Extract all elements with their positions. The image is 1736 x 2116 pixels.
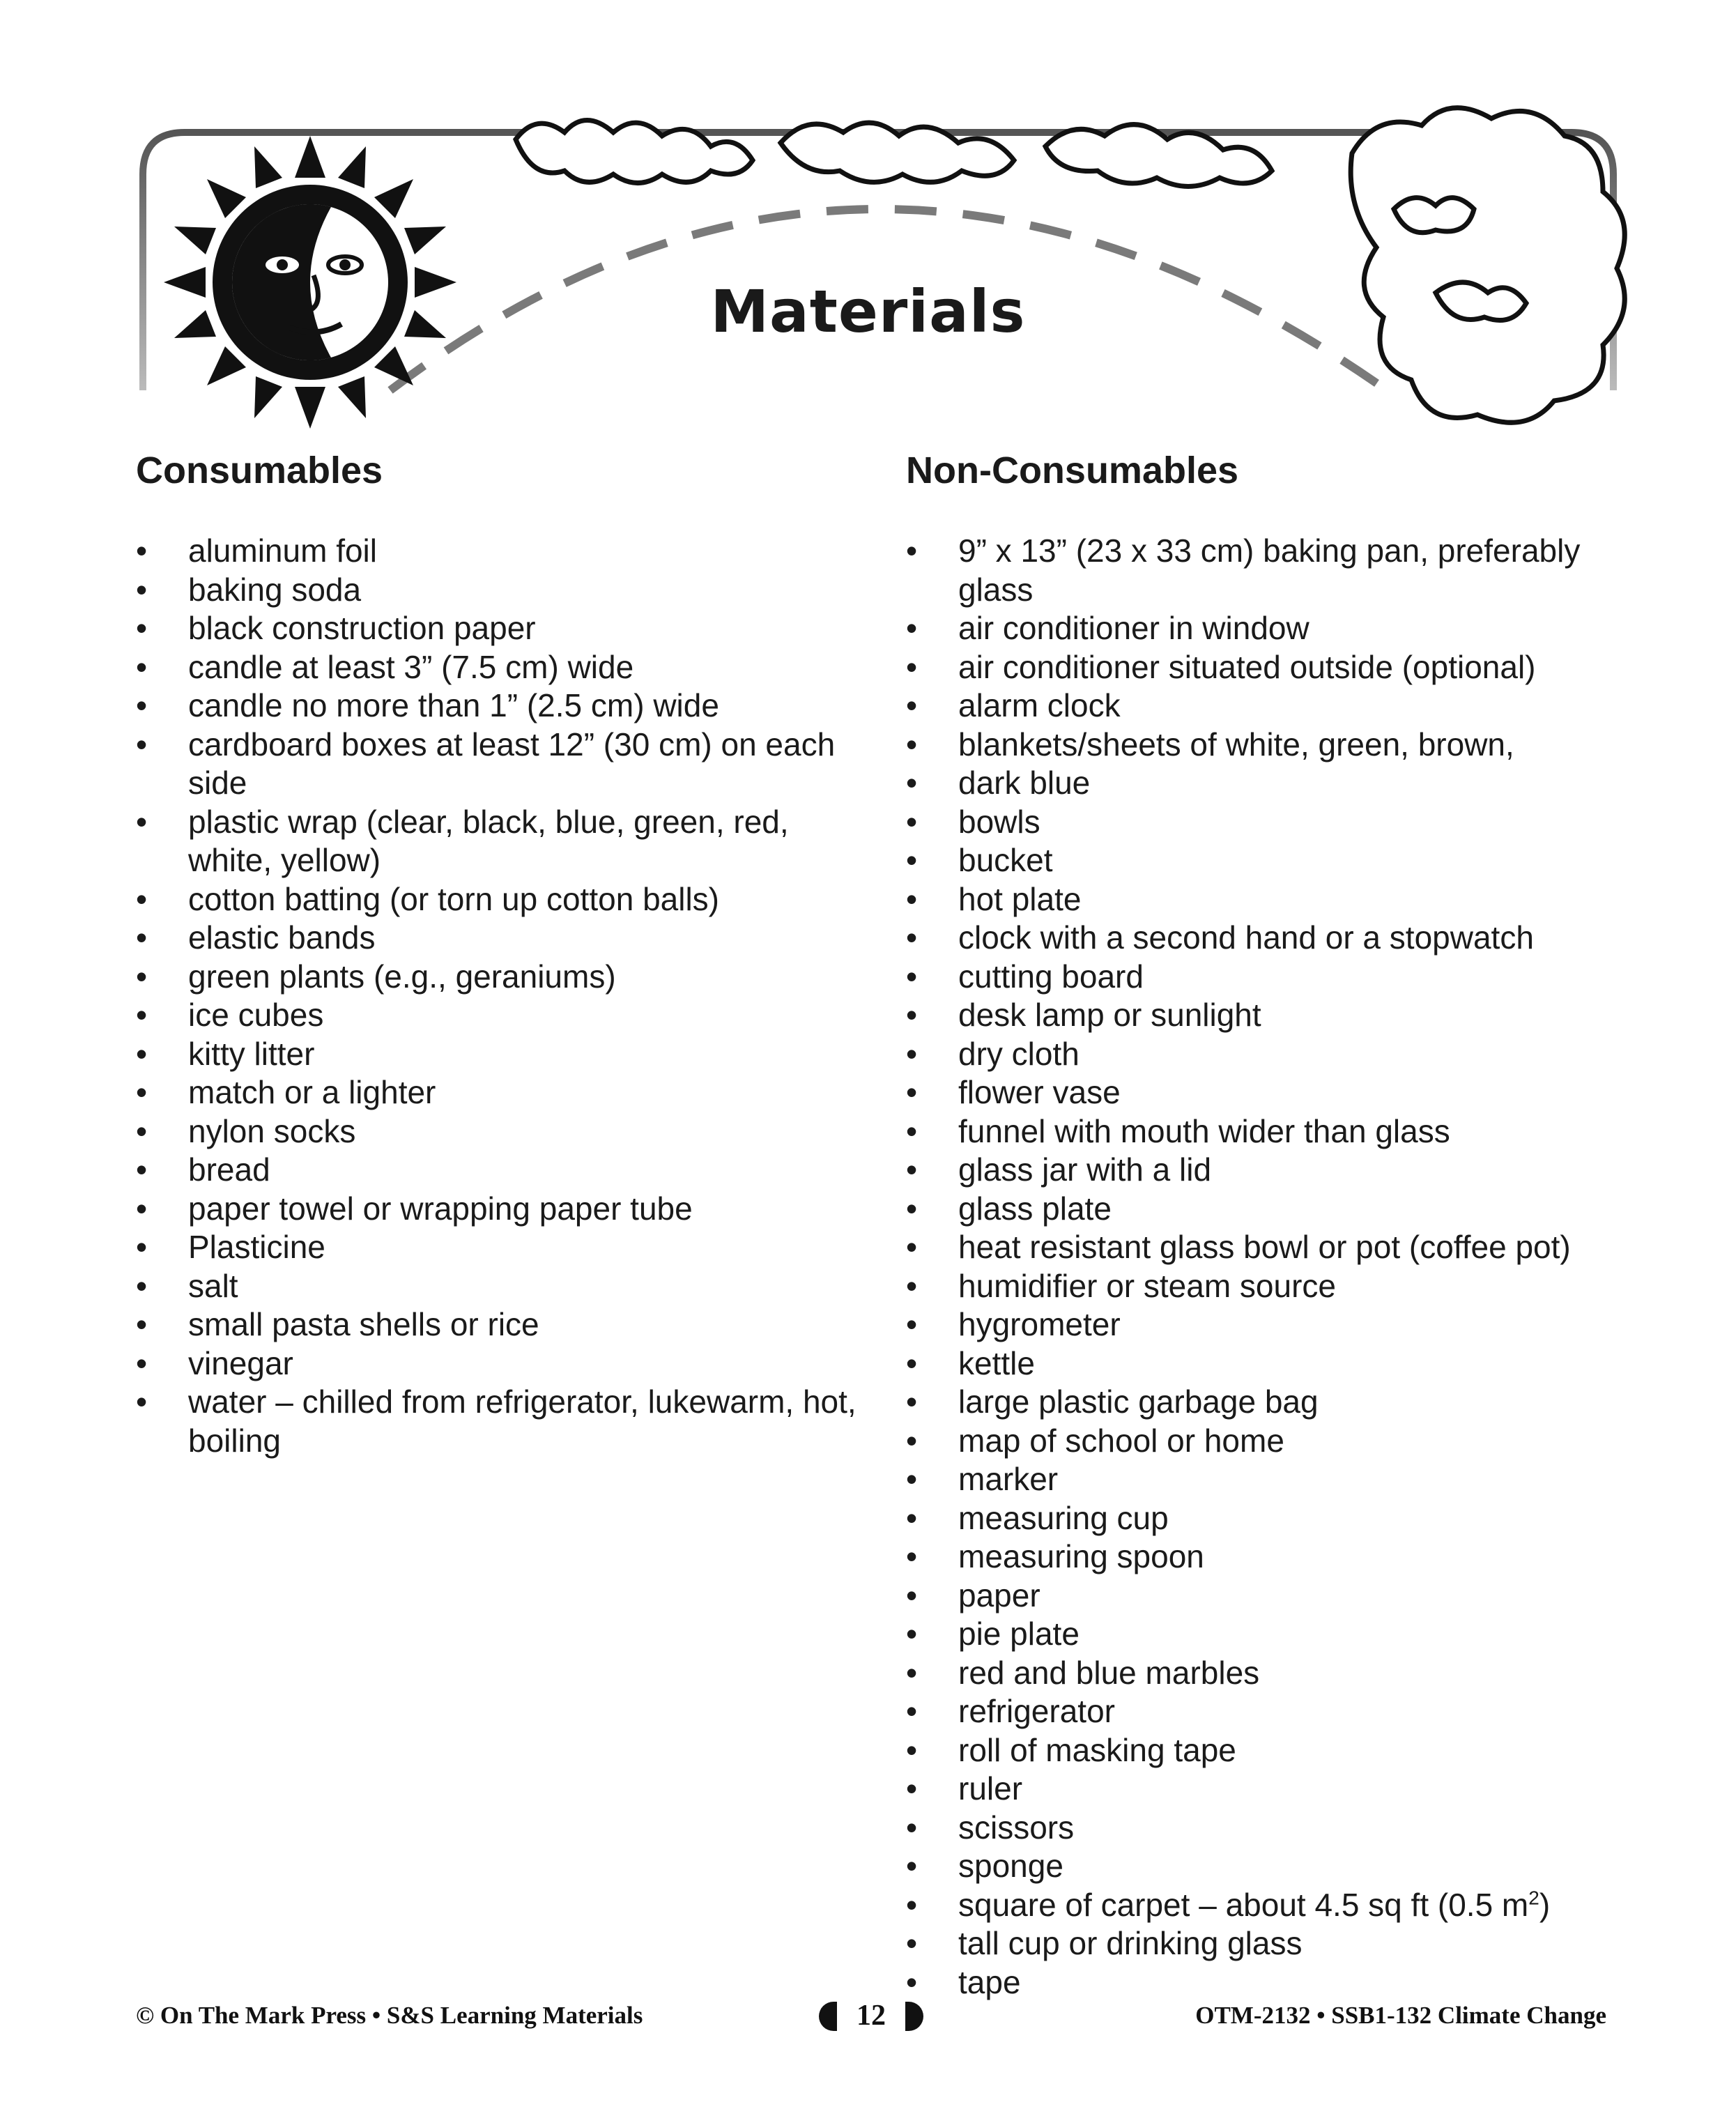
list-item: [906, 1035, 1652, 1074]
bullet: •: [906, 1151, 918, 1188]
list-item-text: heat resistant glass bowl or pot (coffee pot): [958, 1229, 1571, 1265]
list-item: [136, 1305, 861, 1344]
clouds-icon: [516, 108, 1624, 423]
bullet: •: [906, 1886, 918, 1923]
bullet: •: [136, 1190, 148, 1227]
list-item-text: scissors: [958, 1809, 1075, 1846]
list-item-text: glass jar with a lid: [958, 1151, 1212, 1188]
consumables-list: [136, 532, 861, 1460]
bullet: •: [906, 1770, 918, 1807]
list-item: [906, 1731, 1652, 1770]
list-item: [906, 958, 1652, 997]
list-item-text: flower vase: [958, 1074, 1121, 1110]
list-item: [906, 1460, 1652, 1499]
list-item-text: large plastic garbage bag: [958, 1383, 1319, 1420]
bullet: •: [906, 1848, 918, 1884]
superscript: 2: [1528, 1887, 1539, 1909]
bullet: •: [906, 1963, 918, 2000]
list-item-text: refrigerator: [958, 1693, 1115, 1729]
list-item: [136, 1344, 861, 1383]
list-item: [906, 1267, 1652, 1306]
list-item: [136, 1035, 861, 1074]
list-item: [136, 1073, 861, 1112]
list-item: [906, 841, 1652, 880]
list-item-text: black construction paper: [188, 610, 536, 646]
list-item-text: bowls: [958, 803, 1040, 840]
list-item-text: humidifier or steam source: [958, 1267, 1336, 1304]
list-item: [906, 1190, 1652, 1229]
list-item-text: bread: [188, 1151, 270, 1188]
bullet: •: [906, 1461, 918, 1497]
bullet: •: [136, 1229, 148, 1265]
list-item-text: kitty litter: [188, 1035, 315, 1072]
page-number-text: 12: [857, 2000, 886, 2032]
list-item: [136, 609, 861, 648]
non-consumables-heading: Non-Consumables: [906, 450, 1239, 491]
list-item-text: cutting board: [958, 958, 1144, 995]
list-item-text: dark blue: [958, 765, 1091, 801]
bullet: •: [906, 532, 918, 569]
bullet: •: [906, 1499, 918, 1536]
bullet: •: [136, 997, 148, 1033]
consumables-heading: Consumables: [136, 450, 383, 491]
list-item-text: 9” x 13” (23 x 33 cm) baking pan, preferably glass: [958, 532, 1581, 608]
bullet: •: [136, 648, 148, 685]
list-item-text: map of school or home: [958, 1422, 1284, 1459]
list-item: [906, 880, 1652, 919]
bullet: •: [906, 1112, 918, 1149]
list-item: [136, 571, 861, 610]
list-item-text: kettle: [958, 1344, 1035, 1381]
bullet: •: [906, 958, 918, 995]
bullet: •: [906, 1693, 918, 1729]
bullet: •: [136, 1151, 148, 1188]
list-item-text: small pasta shells or rice: [188, 1306, 539, 1342]
list-item-text: baking soda: [188, 571, 362, 608]
list-item-text: tape: [958, 1963, 1021, 2000]
list-item: [906, 1692, 1652, 1731]
bullet: •: [136, 726, 148, 762]
bullet: •: [136, 1112, 148, 1149]
bullet: •: [906, 1383, 918, 1420]
list-item: [906, 1577, 1652, 1616]
bullet: •: [906, 1306, 918, 1342]
footer-book-code: OTM-2132 • SSB1-132 Climate Change: [1195, 2002, 1606, 2029]
list-item: [136, 996, 861, 1035]
list-item-text: cotton batting (or torn up cotton balls): [188, 880, 719, 917]
list-item: [906, 726, 1652, 765]
list-item: [136, 919, 861, 958]
list-item: [906, 1770, 1652, 1809]
list-item: [906, 1228, 1652, 1267]
bullet: •: [136, 1267, 148, 1304]
bullet: •: [136, 919, 148, 956]
page-number-left-cap: [819, 2002, 837, 2031]
list-item: [136, 532, 861, 571]
bullet: •: [136, 532, 148, 569]
list-item: [906, 648, 1652, 687]
list-item-text: ice cubes: [188, 997, 324, 1033]
bullet: •: [906, 1616, 918, 1652]
non-consumables-section: [906, 443, 1652, 2002]
list-item-text: candle at least 3” (7.5 cm) wide: [188, 648, 634, 685]
list-item: [906, 803, 1652, 842]
bullet: •: [136, 1306, 148, 1342]
list-item-text: ruler: [958, 1770, 1023, 1807]
list-item: [906, 1151, 1652, 1190]
list-item-text: match or a lighter: [188, 1074, 436, 1110]
list-item-tail: ): [1539, 1886, 1551, 1923]
bullet: •: [906, 610, 918, 646]
list-item: [906, 1073, 1652, 1112]
list-item: [906, 1422, 1652, 1461]
list-item-text: desk lamp or sunlight: [958, 997, 1261, 1033]
list-item: [906, 1886, 1652, 1925]
list-item: [906, 996, 1652, 1035]
list-item: [906, 919, 1652, 958]
list-item: [906, 609, 1652, 648]
bullet: •: [906, 1344, 918, 1381]
list-item-text: paper: [958, 1577, 1040, 1613]
list-item-text: dry cloth: [958, 1035, 1080, 1072]
list-item-text: glass plate: [958, 1190, 1112, 1227]
bullet: •: [906, 648, 918, 685]
list-item-text: plastic wrap (clear, black, blue, green, red, white, yellow): [188, 803, 789, 878]
page-footer: [0, 1996, 1736, 2038]
list-item: [906, 532, 1652, 609]
bullet: •: [906, 1538, 918, 1574]
list-item-text: tall cup or drinking glass: [958, 1925, 1303, 1961]
bullet: •: [906, 1074, 918, 1110]
consumables-section: [136, 443, 861, 1460]
list-item: [906, 1383, 1652, 1422]
list-item-text: paper towel or wrapping paper tube: [188, 1190, 693, 1227]
list-item: [136, 687, 861, 726]
bullet: •: [906, 1422, 918, 1459]
bullet: •: [906, 1731, 918, 1768]
list-item-text: clock with a second hand or a stopwatch: [958, 919, 1534, 956]
page-title: Materials: [710, 277, 1026, 346]
list-item: [136, 1151, 861, 1190]
list-item-text: green plants (e.g., geraniums): [188, 958, 616, 995]
bullet: •: [136, 958, 148, 995]
bullet: •: [136, 571, 148, 608]
list-item: [906, 1615, 1652, 1654]
bullet: •: [906, 803, 918, 840]
bullet: •: [906, 1809, 918, 1846]
bullet: •: [136, 1074, 148, 1110]
bullet: •: [906, 997, 918, 1033]
bullet: •: [906, 765, 918, 801]
bullet: •: [136, 1344, 148, 1381]
list-item-text: salt: [188, 1267, 238, 1304]
list-item: [906, 1112, 1652, 1151]
list-item: [136, 726, 861, 803]
bullet: •: [906, 1035, 918, 1072]
list-item: [136, 803, 861, 880]
bullet: •: [906, 1577, 918, 1613]
list-item-text: water – chilled from refrigerator, lukewarm, hot, boiling: [188, 1383, 857, 1459]
list-item: [136, 958, 861, 997]
list-item-text: candle no more than 1” (2.5 cm) wide: [188, 687, 719, 723]
list-item-text: pie plate: [958, 1616, 1080, 1652]
list-item-text: hot plate: [958, 880, 1082, 917]
bullet: •: [136, 803, 148, 840]
list-item-text: air conditioner in window: [958, 610, 1309, 646]
bullet: •: [906, 1190, 918, 1227]
header-illustration: [0, 0, 1736, 432]
list-item: [906, 1344, 1652, 1383]
list-item-text: red and blue marbles: [958, 1654, 1260, 1691]
list-item: [136, 1112, 861, 1151]
list-item: [906, 1499, 1652, 1538]
list-item-text: sponge: [958, 1848, 1063, 1884]
page-number-right-cap: [905, 2002, 923, 2031]
bullet: •: [906, 1925, 918, 1961]
list-item: [136, 1190, 861, 1229]
list-item-text: elastic bands: [188, 919, 376, 956]
bullet: •: [906, 687, 918, 723]
list-item-text: square of carpet – about 4.5 sq ft (0.5 m: [958, 1886, 1529, 1923]
bullet: •: [136, 610, 148, 646]
list-item-text: marker: [958, 1461, 1059, 1497]
list-item-text: Plasticine: [188, 1229, 325, 1265]
list-item-text: measuring cup: [958, 1499, 1169, 1536]
list-item-text: bucket: [958, 842, 1053, 878]
list-item-text: air conditioner situated outside (optional): [958, 648, 1536, 685]
list-item-text: cardboard boxes at least 12” (30 cm) on each side: [188, 726, 836, 801]
list-item-text: hygrometer: [958, 1306, 1121, 1342]
bullet: •: [136, 1035, 148, 1072]
list-item-text: aluminum foil: [188, 532, 377, 569]
list-item-text: alarm clock: [958, 687, 1121, 723]
bullet: •: [906, 1654, 918, 1691]
list-item: [906, 1305, 1652, 1344]
list-item-text: funnel with mouth wider than glass: [958, 1112, 1450, 1149]
bullet: •: [906, 1229, 918, 1265]
bullet: •: [136, 880, 148, 917]
list-item: [906, 687, 1652, 726]
footer-publisher: © On The Mark Press • S&S Learning Materials: [136, 2002, 643, 2029]
page-number: [819, 1996, 923, 2035]
bullet: •: [906, 1267, 918, 1304]
list-item: [136, 648, 861, 687]
list-item: [136, 880, 861, 919]
bullet: •: [906, 880, 918, 917]
list-item: [906, 1924, 1652, 1963]
list-item: [906, 1847, 1652, 1886]
list-item: [906, 1654, 1652, 1693]
bullet: •: [906, 842, 918, 878]
list-item-text: roll of masking tape: [958, 1731, 1236, 1768]
bullet: •: [906, 726, 918, 762]
list-item: [906, 764, 1652, 803]
bullet: •: [136, 687, 148, 723]
list-item: [136, 1383, 861, 1460]
list-item: [906, 1809, 1652, 1848]
list-item: [136, 1267, 861, 1306]
list-item-text: nylon socks: [188, 1112, 356, 1149]
list-item: [906, 1538, 1652, 1577]
non-consumables-list: [906, 532, 1652, 2002]
list-item-text: blankets/sheets of white, green, brown,: [958, 726, 1514, 762]
bullet: •: [906, 919, 918, 956]
bullet: •: [136, 1383, 148, 1420]
list-item: [136, 1228, 861, 1267]
list-item-text: vinegar: [188, 1344, 293, 1381]
list-item-text: measuring spoon: [958, 1538, 1204, 1574]
